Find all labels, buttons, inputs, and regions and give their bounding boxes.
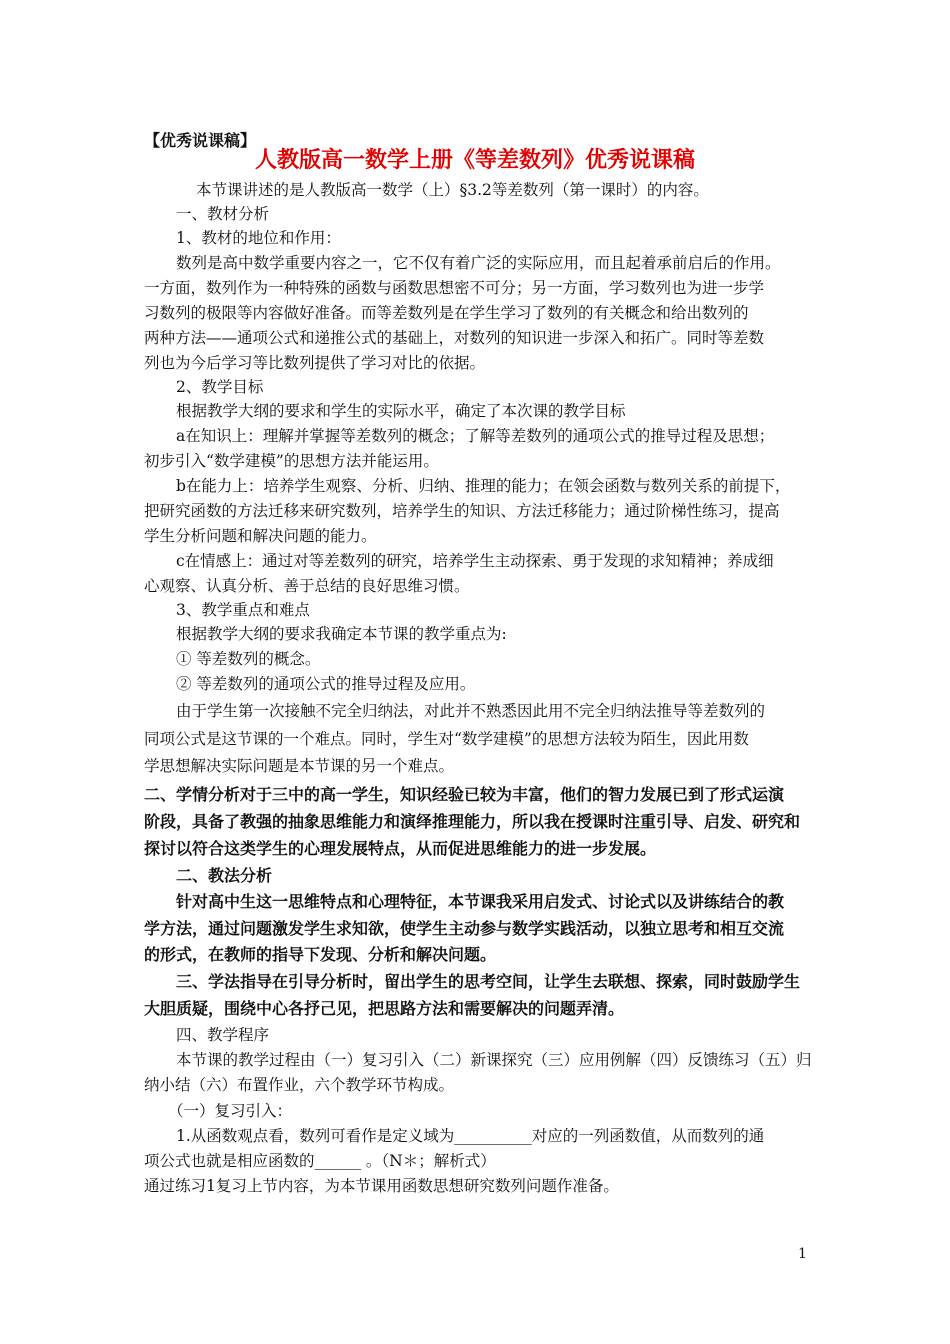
subsection-heading: 1、教材的地位和作用： — [176, 229, 341, 247]
bold-paragraph-line: 学方法，通过问题激发学生求知欲，使学生主动参与数学实践活动，以独立思考和相互交流 — [144, 919, 785, 938]
paragraph-line: 两种方法——通项公式和递推公式的基础上，对数列的知识进一步深入和拓广。同时等差数 — [144, 329, 765, 347]
paragraph-line: 初步引入“数学建模”的思想方法并能运用。 — [144, 452, 439, 470]
page-number: 1 — [798, 1246, 807, 1262]
paragraph-line: c在情感上：通过对等差数列的研究，培养学生主动探索、勇于发现的求知精神；养成细 — [176, 552, 774, 570]
bold-paragraph-line: 二、学情分析对于三中的高一学生，知识经验已较为丰富，他们的智力发展已到了形式运演 — [144, 785, 785, 804]
subsection-heading: （一）复习引入： — [168, 1102, 293, 1120]
paragraph-line: 一方面，数列作为一种特殊的函数与函数思想密不可分；另一方面，学习数列也为进一步学 — [144, 279, 765, 297]
paragraph-line: 根据教学大纲的要求和学生的实际水平，确定了本次课的教学目标 — [176, 402, 626, 420]
document-tag: 【优秀说课稿】 — [144, 131, 257, 150]
list-item: ② 等差数列的通项公式的推导过程及应用。 — [176, 675, 476, 693]
paragraph-line: 由于学生第一次接触不完全归纳法，对此并不熟悉因此用不完全归纳法推导等差数列的 — [176, 702, 766, 720]
subsection-heading: 2、教学目标 — [176, 378, 264, 396]
paragraph-line: 根据教学大纲的要求我确定本节课的教学重点为: — [176, 625, 507, 643]
paragraph-line: 通过练习1复习上节内容，为本节课用函数思想研究数列问题作准备。 — [144, 1177, 619, 1195]
paragraph-line: 同项公式是这节课的一个难点。同时，学生对“数学建模”的思想方法较为陌生，因此用数 — [144, 730, 749, 748]
paragraph-line: 学思想解决实际问题是本节课的另一个难点。 — [144, 757, 455, 775]
paragraph-line: 数列是高中数学重要内容之一，它不仅有着广泛的实际应用，而且起着承前启后的作用。 — [176, 254, 781, 272]
paragraph-line: 学生分析问题和解决问题的能力。 — [144, 527, 377, 545]
paragraph-line: 纳小结（六）布置作业，六个教学环节构成。 — [144, 1076, 455, 1094]
paragraph-line: b在能力上：培养学生观察、分析、归纳、推理的能力；在领会函数与数列关系的前提下， — [176, 477, 791, 495]
section-heading: 一、教材分析 — [176, 205, 270, 223]
bold-paragraph-line: 的形式，在教师的指导下发现、分析和解决问题。 — [144, 945, 497, 964]
paragraph-line: 本节课讲述的是人教版高一数学（上）§3.2等差数列（第一课时）的内容。 — [196, 181, 709, 199]
list-item: ① 等差数列的概念。 — [176, 650, 321, 668]
bold-paragraph-line: 探讨以符合这类学生的心理发展特点，从而促进思维能力的进一步发展。 — [144, 839, 657, 858]
paragraph-line: 1.从函数观点看，数列可看作是定义域为__________对应的一列函数值，从而数列的通 — [176, 1127, 765, 1145]
paragraph-line: 列也为今后学习等比数列提供了学习对比的依据。 — [144, 354, 486, 372]
section-heading: 二、教法分析 — [176, 866, 273, 885]
bold-paragraph-line: 阶段，具备了教强的抽象思维能力和演绎推理能力，所以我在授课时注重引导、启发、研究和 — [144, 812, 801, 831]
bold-paragraph-line: 三、学法指导在引导分析时，留出学生的思考空间，让学生去联想、探索，同时鼓励学生 — [176, 972, 801, 991]
paragraph-line: 项公式也就是相应函数的______ 。（N＊；解析式） — [144, 1152, 496, 1170]
paragraph-line: 习数列的极限等内容做好准备。而等差数列是在学生学习了数列的有关概念和给出数列的 — [144, 304, 749, 322]
paragraph-line: 心观察、认真分析、善于总结的良好思维习惯。 — [144, 577, 470, 595]
subsection-heading: 3、教学重点和难点 — [176, 601, 310, 619]
paragraph-line: 本节课的教学过程由（一）复习引入（二）新课探究（三）应用例解（四）反馈练习（五）归 — [176, 1051, 812, 1069]
section-heading: 四、教学程序 — [176, 1026, 270, 1044]
document-title: 人教版高一数学上册《等差数列》优秀说课稿 — [254, 148, 695, 173]
paragraph-line: a在知识上：理解并掌握等差数列的概念；了解等差数列的通项公式的推导过程及思想； — [176, 427, 775, 445]
paragraph-line: 把研究函数的方法迁移来研究数列，培养学生的知识、方法迁移能力；通过阶梯性练习，提高 — [144, 502, 780, 520]
bold-paragraph-line: 针对高中生这一思维特点和心理特征，本节课我采用启发式、讨论式以及讲练结合的教 — [176, 892, 785, 911]
bold-paragraph-line: 大胆质疑，围绕中心各抒己见，把思路方法和需要解决的问题弄清。 — [144, 999, 625, 1018]
